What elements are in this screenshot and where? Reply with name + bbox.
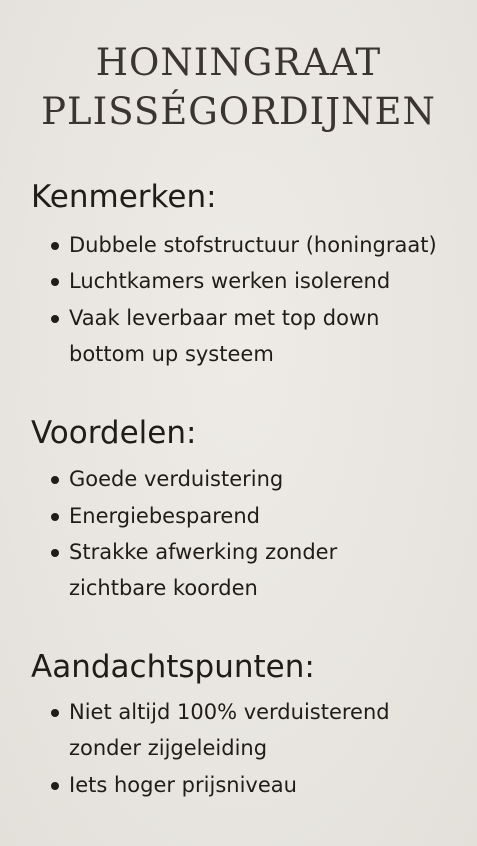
bullet-icon (51, 476, 59, 484)
list-item: Niet altijd 100% verduisterend (69, 700, 390, 724)
bullet-icon (51, 278, 59, 286)
list-item: Dubbele stofstructuur (honingraat) (69, 233, 437, 257)
bullet-icon (51, 242, 59, 250)
bullet-icon (51, 315, 59, 323)
list-item: Energiebesparend (69, 504, 260, 528)
section-heading-aandachtspunten: Aandachtspunten: (31, 649, 315, 685)
list-item: Luchtkamers werken isolerend (69, 269, 391, 293)
list-item: Iets hoger prijsniveau (69, 773, 297, 797)
section-heading-voordelen: Voordelen: (31, 415, 197, 451)
list-item: Vaak leverbaar met top down (69, 306, 380, 330)
page-title-line-2: PLISSÉGORDIJNEN (41, 90, 436, 133)
list-item-continuation: zichtbare koorden (69, 576, 258, 600)
section-heading-kenmerken: Kenmerken: (31, 179, 217, 215)
bullet-icon (51, 782, 59, 790)
bullet-icon (51, 513, 59, 521)
list-item: Strakke afwerking zonder (69, 540, 338, 564)
bullet-icon (51, 549, 59, 557)
list-item-continuation: bottom up systeem (69, 342, 274, 366)
list-item: Goede verduistering (69, 467, 284, 491)
page-title-line-1: HONINGRAAT (95, 41, 382, 84)
list-item-continuation: zonder zijgeleiding (69, 736, 268, 760)
bullet-icon (51, 709, 59, 717)
